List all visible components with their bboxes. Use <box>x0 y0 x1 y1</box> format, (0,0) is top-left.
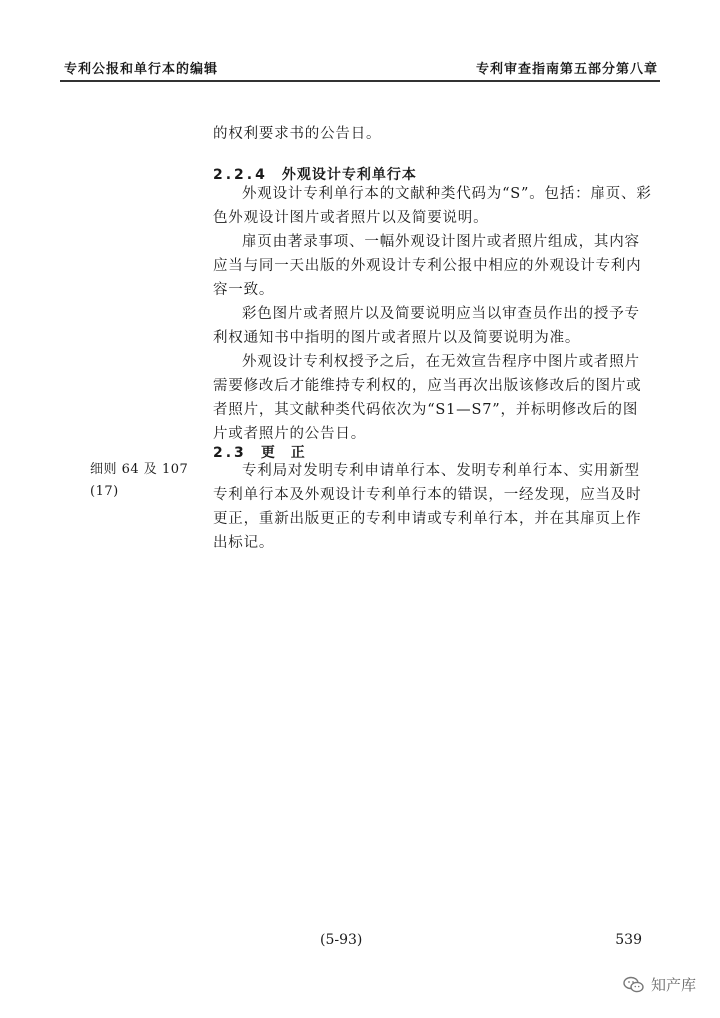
margin-reference-rule: 细则 64 及 107 <box>90 462 189 477</box>
paragraph: 外观设计专利单行本的文献种类代码为“S”。包括：扉页、彩色外观设计图片或者照片以及简要说明。 <box>213 186 652 226</box>
intro-paragraph <box>213 122 653 146</box>
section-224-title: 外观设计专利单行本 <box>281 167 417 183</box>
watermark-text: 知产库 <box>650 976 696 994</box>
margin-reference <box>90 459 200 503</box>
margin-reference-item: (17) <box>90 484 119 499</box>
section-224-heading <box>213 164 417 184</box>
paragraph: 彩色图片或者照片以及简要说明应当以审查员作出的授予专利权通知书中指明的图片或者照片以及简要说明为准。 <box>213 306 640 346</box>
section-224-number: 2.2.4 <box>213 167 268 183</box>
watermark <box>623 974 696 995</box>
section-23-number: 2.3 <box>213 445 247 461</box>
header-divider <box>60 80 660 82</box>
paragraph: 扉页由著录事项、一幅外观设计图片或者照片组成，其内容应当与同一天出版的外观设计专利公报中相应的外观设计专利内容一致。 <box>213 234 642 298</box>
section-224-body <box>213 182 653 446</box>
paragraph: 外观设计专利权授予之后，在无效宣告程序中图片或者照片需要修改后才能维持专利权的，应当再次出版该修改后的图片或者照片，其文献种类代码依次为“S1—S7”，并标明修改后的图片或者照片的公告日。 <box>213 354 642 442</box>
footer-page-number: 539 <box>615 932 642 948</box>
section-23-title: 更 正 <box>260 445 306 461</box>
paragraph: 专利局对发明专利申请单行本、发明专利单行本、实用新型专利单行本及外观设计专利单行本的错误，一经发现，应当及时更正，重新出版更正的专利申请或专利单行本，并在其扉页上作出标记。 <box>213 463 642 551</box>
footer-section-page: (5-93) <box>320 932 363 948</box>
header-guide-title: 专利审查指南第五部分第八章 <box>475 62 658 77</box>
header-chapter-title: 专利公报和单行本的编辑 <box>64 62 219 77</box>
section-23-body <box>213 459 653 555</box>
wechat-icon <box>623 976 645 994</box>
intro-line: 的权利要求书的公告日。 <box>213 126 382 142</box>
